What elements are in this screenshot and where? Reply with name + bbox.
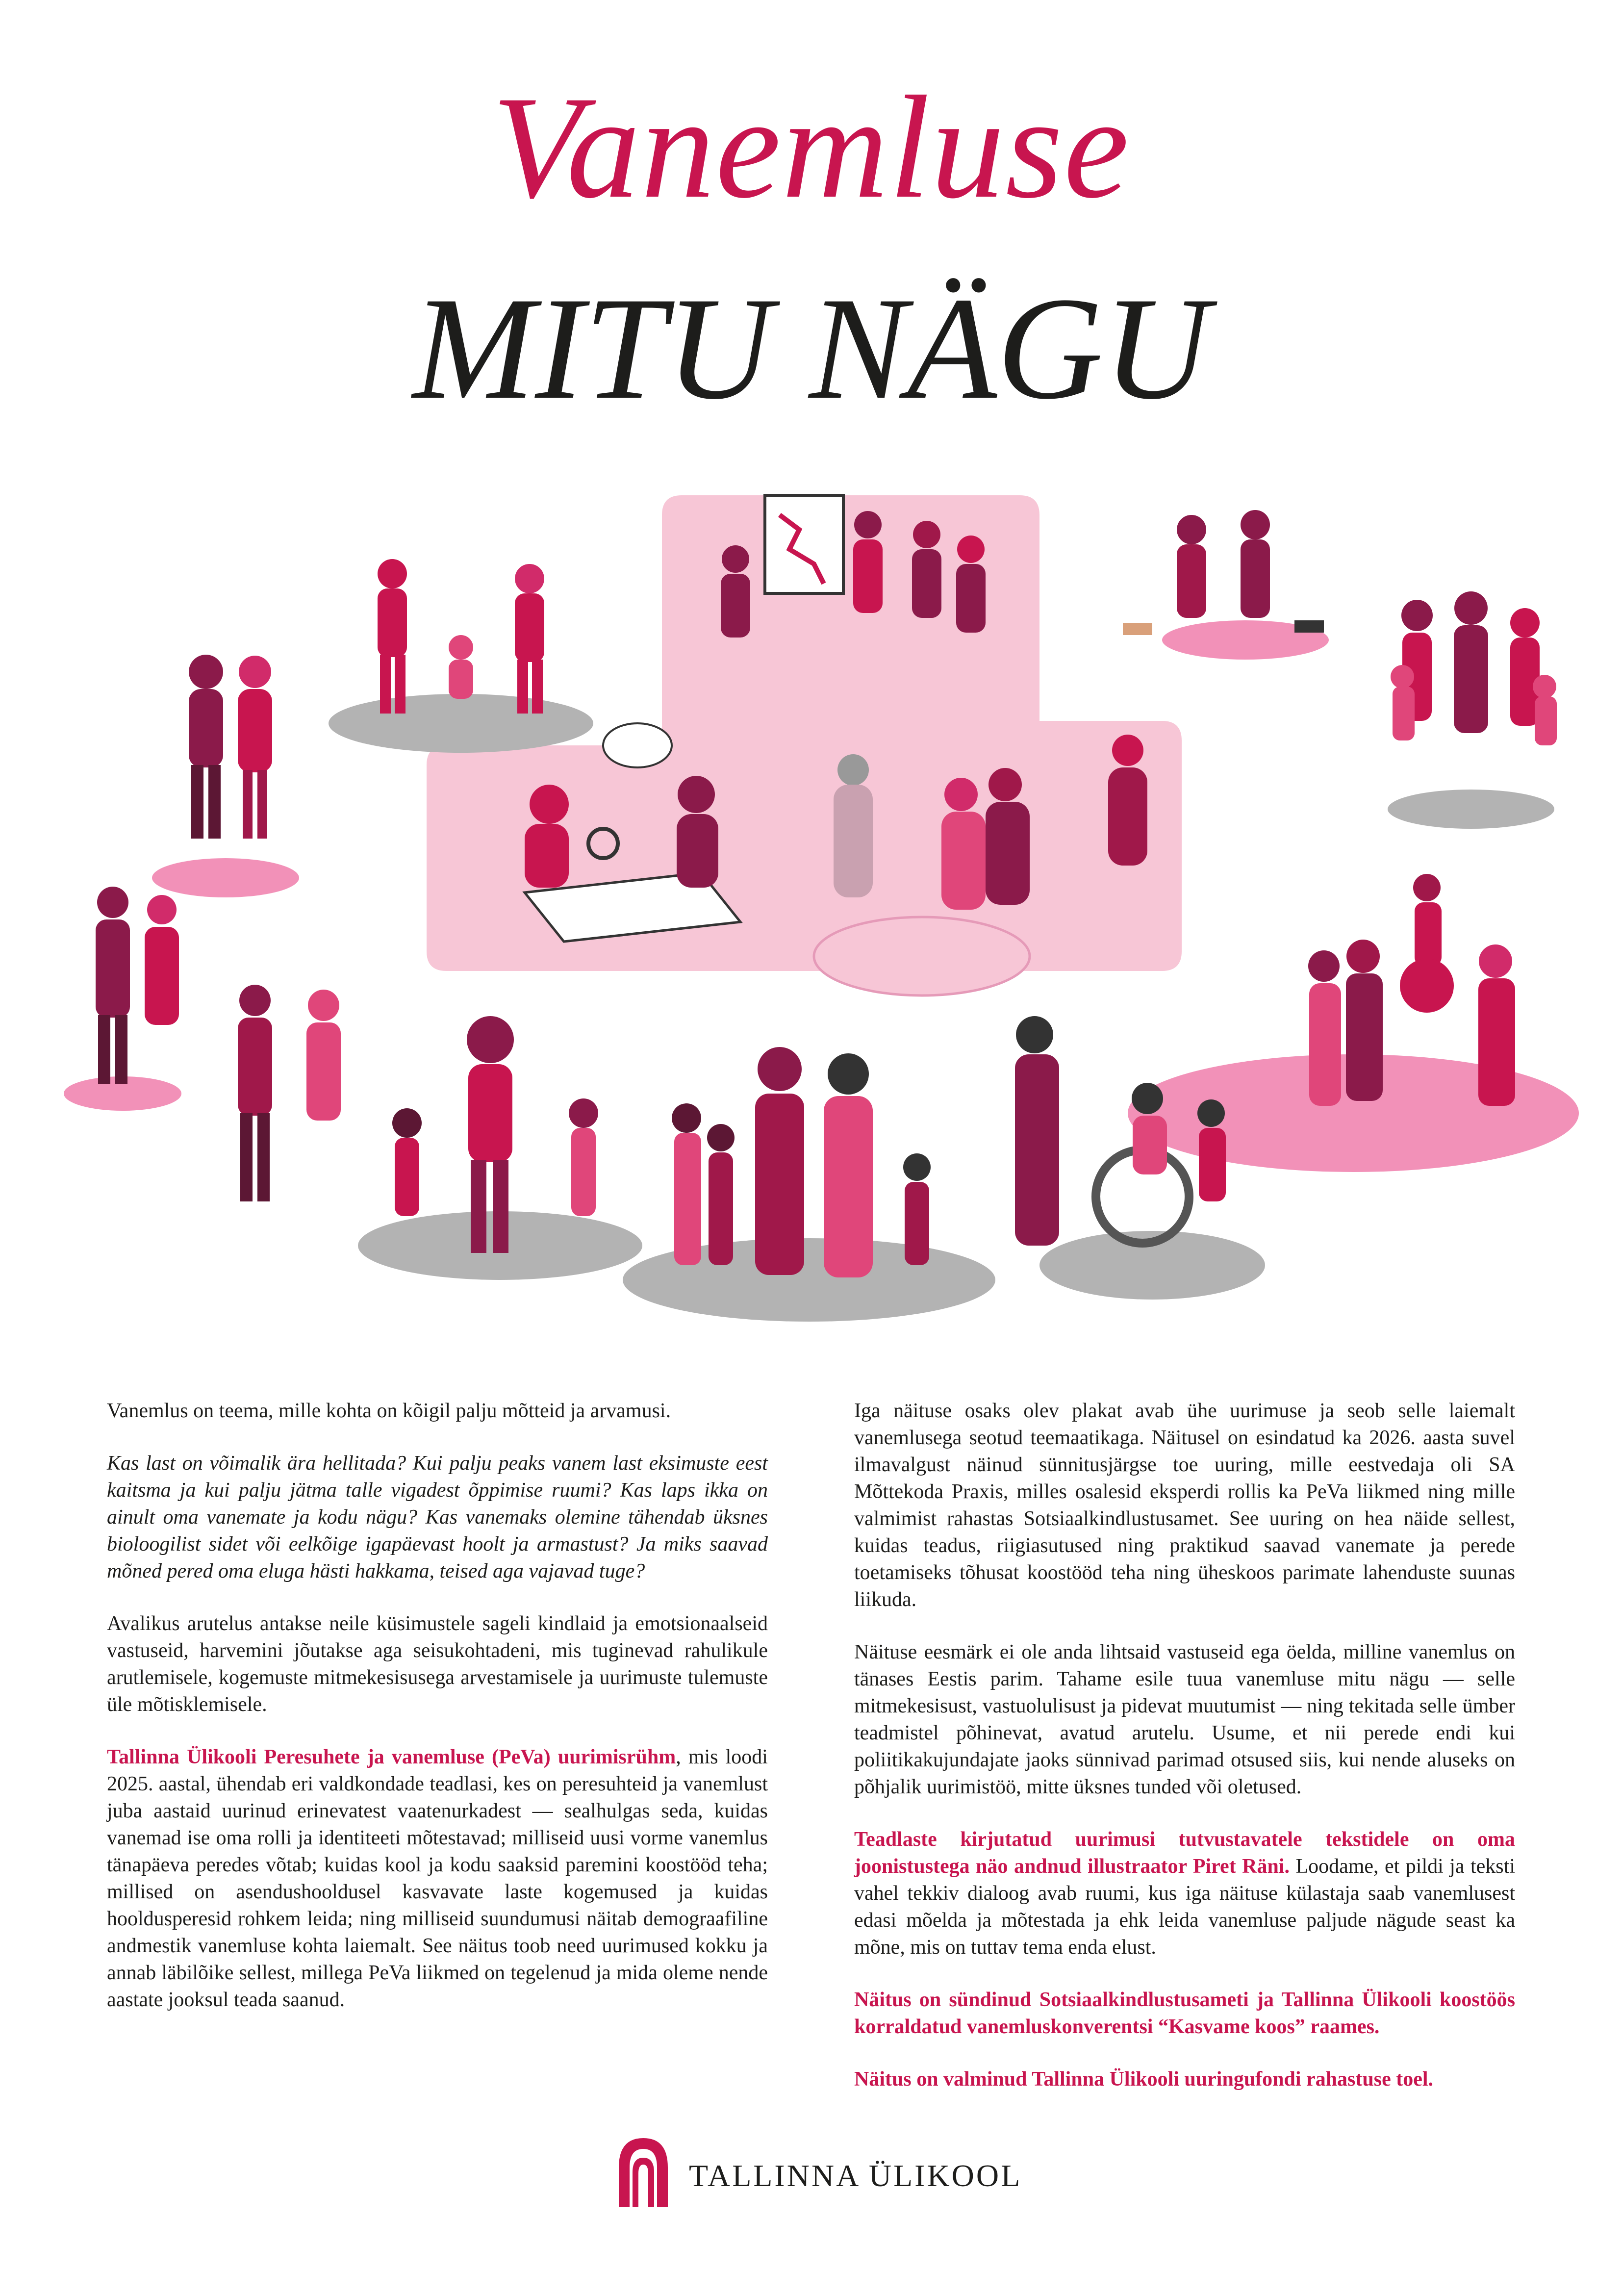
paragraph-highlight: Näitus on sündinud Sotsiaalkindlustusameti ja Tallinna Ülikooli koostöös korraldatud vanemluskonverentsi “Kasvame koos” raames. — [854, 1989, 1515, 2038]
paragraph: Vanemlus on teema, mille kohta on kõigil palju mõtteid ja arvamusi. — [107, 1400, 671, 1422]
title-vanemluse: Vanemluse — [492, 66, 1130, 229]
families-illustration — [0, 481, 1622, 1373]
paragraph: Näituse eesmärk ei ole anda lihtsaid vastuseid ega öelda, milline vanemlus on tänases Eestis parim. Tahame esile tuua vanemluse mitu nägu — selle mitmekesisust, vastuolulisust ja pidevat muutumist — ning tekitada selle ümber teadmistel põhinevat, avatud arutelu. Usume, et nii perede endi kui poliitikakujundajate jaoks sünnivad parimad otsused siis, kui nende aluseks on põhjalik uurimistöö, mitte üksnes tunded või oletused. — [854, 1641, 1515, 1798]
ground-shadow — [329, 694, 593, 753]
right-text-column — [854, 1398, 1515, 2118]
paragraph-illustrator — [854, 1826, 1515, 1961]
couple-with-dogs — [1123, 510, 1324, 635]
paragraph: Avalikus arutelus antakse neile küsimustele sageli kindlaid ja emotsionaalseid vastuseid, harvemini jõutakse aga seisukohtadeni, mis tuginevad rahulikule arutlemisele, kogemuste mitmekesisusega arvestamisele ja uurimuste tulemuste üle mõtisklemisele. — [107, 1612, 768, 1716]
parents-with-child — [378, 559, 544, 714]
logo-text: TALLINNA ÜLIKOOL — [689, 2158, 1022, 2193]
dad-and-mom-with-baby — [238, 985, 341, 1201]
title-mitu-nagu: MITU NÄGU — [412, 267, 1210, 430]
paragraph-questions: Kas last on võimalik ära hellitada? Kui palju peaks vanem last eksimuste eest kaitsma ja kui palju jätma talle vigadest õppimise ruumi? Kas laps ikka on ainult oma vanemate ja kodu nägu? Kas vanemaks olemine tähendab üksnes bioloogilist sidet või eelkõige igapäevast hoolt ja armastust? Ja miks saavad mõned pered oma eluga hästi hakkama, teised aga vajavad tuge? — [107, 1452, 768, 1582]
family-group-waving — [189, 655, 272, 839]
paragraph-text: Loodame, et pildi ja teksti vahel tekkiv dialoog avab ruumi, kus iga näituse külastaja saab vanemlusest edasi mõelda ja mõtestada ja ehk leida vanemluse paljude nägude seast ka mõne, mis on tuttav tema enda elust. — [854, 1855, 1515, 1959]
elderly-couple — [96, 887, 179, 1084]
ground-shadow — [1388, 790, 1554, 829]
paragraph: Iga näituse osaks olev plakat avab ühe uurimuse ja seob selle laiemalt vanemlusega seotud teemaatikaga. Näitusel on esindatud ka 2026. aasta suvel ilmavalgust näinud sünnitusjärgse toe uuring, mille eestvedaja oli SA Mõttekoda Praxis, milles osalesid eksperdi rollis ka PeVa liikmed ning mille valmimist rahastas Sotsiaalkindlustusamet. See uuring on hea näide sellest, kuidas teadus, riigiasutused ning praktikud saavad vanemate ja perede toetamiseks tõhusat koostööd teha ning üheskoos parimate lahenduste suunas liikuda. — [854, 1400, 1515, 1611]
paragraph-highlight: Näitus on valminud Tallinna Ülikooli uuringufondi rahastuse toel. — [854, 2068, 1434, 2091]
highlight-text: Teadlaste kirjutatud uurimusi tutvustavatele tekstidele on oma joonistustega näo andnud illustraator Piret Räni. — [854, 1828, 1515, 1878]
highlight-text: Tallinna Ülikooli Peresuhete ja vanemluse (PeVa) uurimisrühm — [107, 1746, 676, 1768]
paragraph-text: , mis loodi 2025. aastal, ühendab eri valdkondade teadlasi, kes on peresuhteid ja vanemlust juba aastaid uurinud erinevatest vaatenurkadest — sealhulgas seda, kuidas vanemad ise oma rolli ja identiteeti mõtestavad; milliseid uusi vorme vanemlus tänapäeva peredes võtab; kuidas kool ja kodu saaksid paremini koostööd teha; millised on asendushooldusel kasvavate laste kogemused ja kuidas hooldusperesid rohkem leida; ning milliseid suundumusi näitab demograafiline andmestik vanemluse kohta laiemalt. See näitus toob need uurimused kokku ja annab läbilõike sellest, millega PeVa liikmed on tegelenud ja mida oleme nende aastate jooksul teada saanud. — [107, 1746, 768, 2011]
left-text-column — [107, 1398, 768, 2039]
paragraph-peva — [107, 1744, 768, 2014]
ground-shadow — [152, 858, 299, 897]
big-family — [1391, 591, 1557, 745]
